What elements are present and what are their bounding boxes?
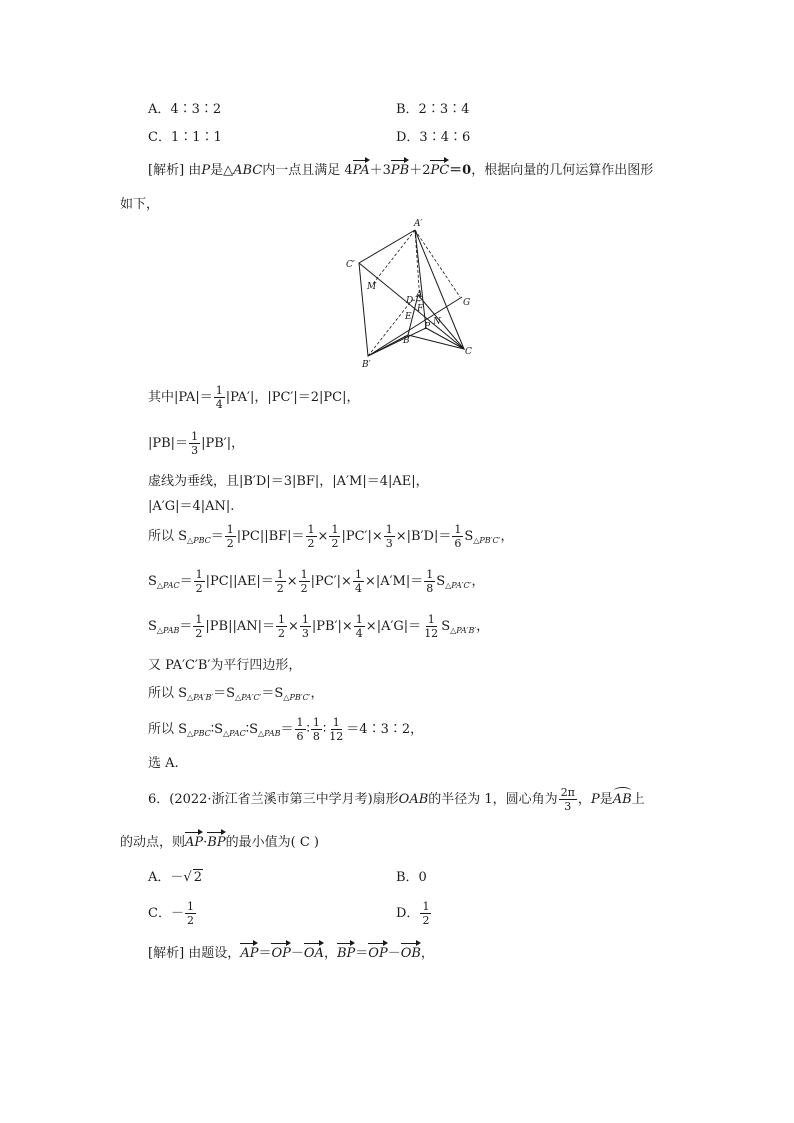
analysis-tag: [解析] — [148, 163, 185, 178]
label-f: F — [417, 304, 424, 314]
label-a-prime: A′ — [414, 219, 423, 229]
q5-area-pbc: 所以 $S_{\triangle PBC}=$ $\frac{1}{2}$ |PC||BF|＝ $\frac{1}{2}$ × $\frac{1}{2}$ |PC′|× $\frac{1}{3}$ ×|B′D|＝ $\frac{1}{6}$ $S_{\triangle PB'C'}$， — [148, 523, 514, 550]
vector-ap: AP — [185, 835, 204, 850]
q6-analysis: [解析] 由题设，AP＝OP－OA，BP＝OP－OB， — [148, 946, 434, 961]
q6-stem-cont: 的动点，则AP·BP的最小值为( C ) — [120, 835, 319, 850]
q5-option-c: C．1∶1∶1 — [148, 130, 222, 145]
q5-where-line: 其中|PA|＝ $\frac{1}{4}$ |PA′|，|PC′|＝2|PC|， — [148, 384, 360, 411]
q5-equal-areas: 所以 $S_{\triangle PA'B'}=S_{\triangle PA'C'}=S_{\triangle PB'C'}$， — [148, 686, 324, 702]
geometry-figure — [340, 215, 490, 370]
label-g: G — [463, 298, 471, 308]
label-c: C — [465, 347, 472, 357]
label-c-prime: C′ — [346, 260, 355, 270]
label-p: P — [424, 322, 431, 332]
q5-area-pab: $S_{\triangle PAB}=$ $\frac{1}{2}$ |PB||AN|＝ $\frac{1}{2}$ × $\frac{1}{3}$ |PB′|× $\frac{1}{4}$ ×|A′G|＝ $\frac{1}{12}$ $S_{\triangle PA'B'}$， — [148, 613, 490, 640]
q6-option-d: D． $\frac{1}{2}$ — [396, 900, 430, 927]
dashed-perp-am — [372, 230, 415, 285]
q5-option-a: A．4∶3∶2 — [148, 102, 222, 117]
vector-bp: BP — [207, 835, 226, 850]
label-n: N — [433, 317, 441, 327]
q6-number: 6． — [148, 792, 170, 807]
q5-parallelogram-note: 又 PA′C′B′为平行四边形， — [148, 658, 302, 673]
label-b-prime: B′ — [362, 360, 371, 370]
q5-area-pac: $S_{\triangle PAC}=$ $\frac{1}{2}$ |PC||AE|＝ $\frac{1}{2}$ × $\frac{1}{2}$ |PC′|× $\frac{1}{4}$ ×|A′M|＝ $\frac{1}{8}$ $S_{\triangle PA'C'}$， — [148, 568, 485, 595]
vector-pc: PC — [430, 163, 450, 178]
q6-option-c: C．－ $\frac{1}{2}$ — [148, 900, 194, 927]
q6-option-a: A．－√ 2 — [148, 870, 202, 885]
q5-dash-note: 虚线为垂线，且|B′D|＝3|BF|，|A′M|＝4|AE|， — [148, 474, 429, 489]
q6-source: (2022·浙江省兰溪市第三中学月考) — [169, 792, 373, 807]
q5-ratio-line: 所以 $S_{\triangle PBC}∶S_{\triangle PAC}∶S_{\triangle PAB}=$ $\frac{1}{6}$ ∶ $\frac{1}{8}$ ∶ $\frac{1}{12}$ ＝4∶3∶2， — [148, 716, 424, 743]
label-a: A — [416, 290, 423, 300]
label-d: D — [406, 296, 414, 306]
arc-ab: AB — [612, 792, 632, 807]
q5-pb-line: |PB|＝ $\frac{1}{3}$ |PB′|， — [148, 430, 245, 457]
q5-ag-note: |A′G|＝4|AN|. — [148, 499, 235, 514]
q5-analysis-intro: [解析] 由P是△ABC内一点且满足 4PA＋3PB＋2PC＝0，根据向量的几何运算作出图形 — [148, 163, 654, 178]
q5-option-d: D．3∶4∶6 — [396, 130, 471, 145]
label-m: M — [367, 282, 377, 292]
q6-stem: 6．(2022·浙江省兰溪市第三中学月考)扇形OAB的半径为 1，圆心角为 $\frac{2\pi}{3}$ ，P是AB上 — [148, 786, 645, 813]
label-b: B — [403, 336, 410, 346]
q6-option-b: B．0 — [396, 870, 427, 885]
dashed-perp-bd — [368, 300, 412, 356]
label-e: E — [405, 312, 412, 322]
analysis-tag: [解析] — [148, 946, 185, 961]
q5-choose: 选 A. — [148, 756, 179, 771]
q5-option-b: B．2∶3∶4 — [396, 102, 470, 117]
q5-analysis-intro-cont: 如下， — [120, 197, 160, 212]
vector-pa: PA — [352, 163, 370, 178]
vector-pb: PB — [390, 163, 410, 178]
